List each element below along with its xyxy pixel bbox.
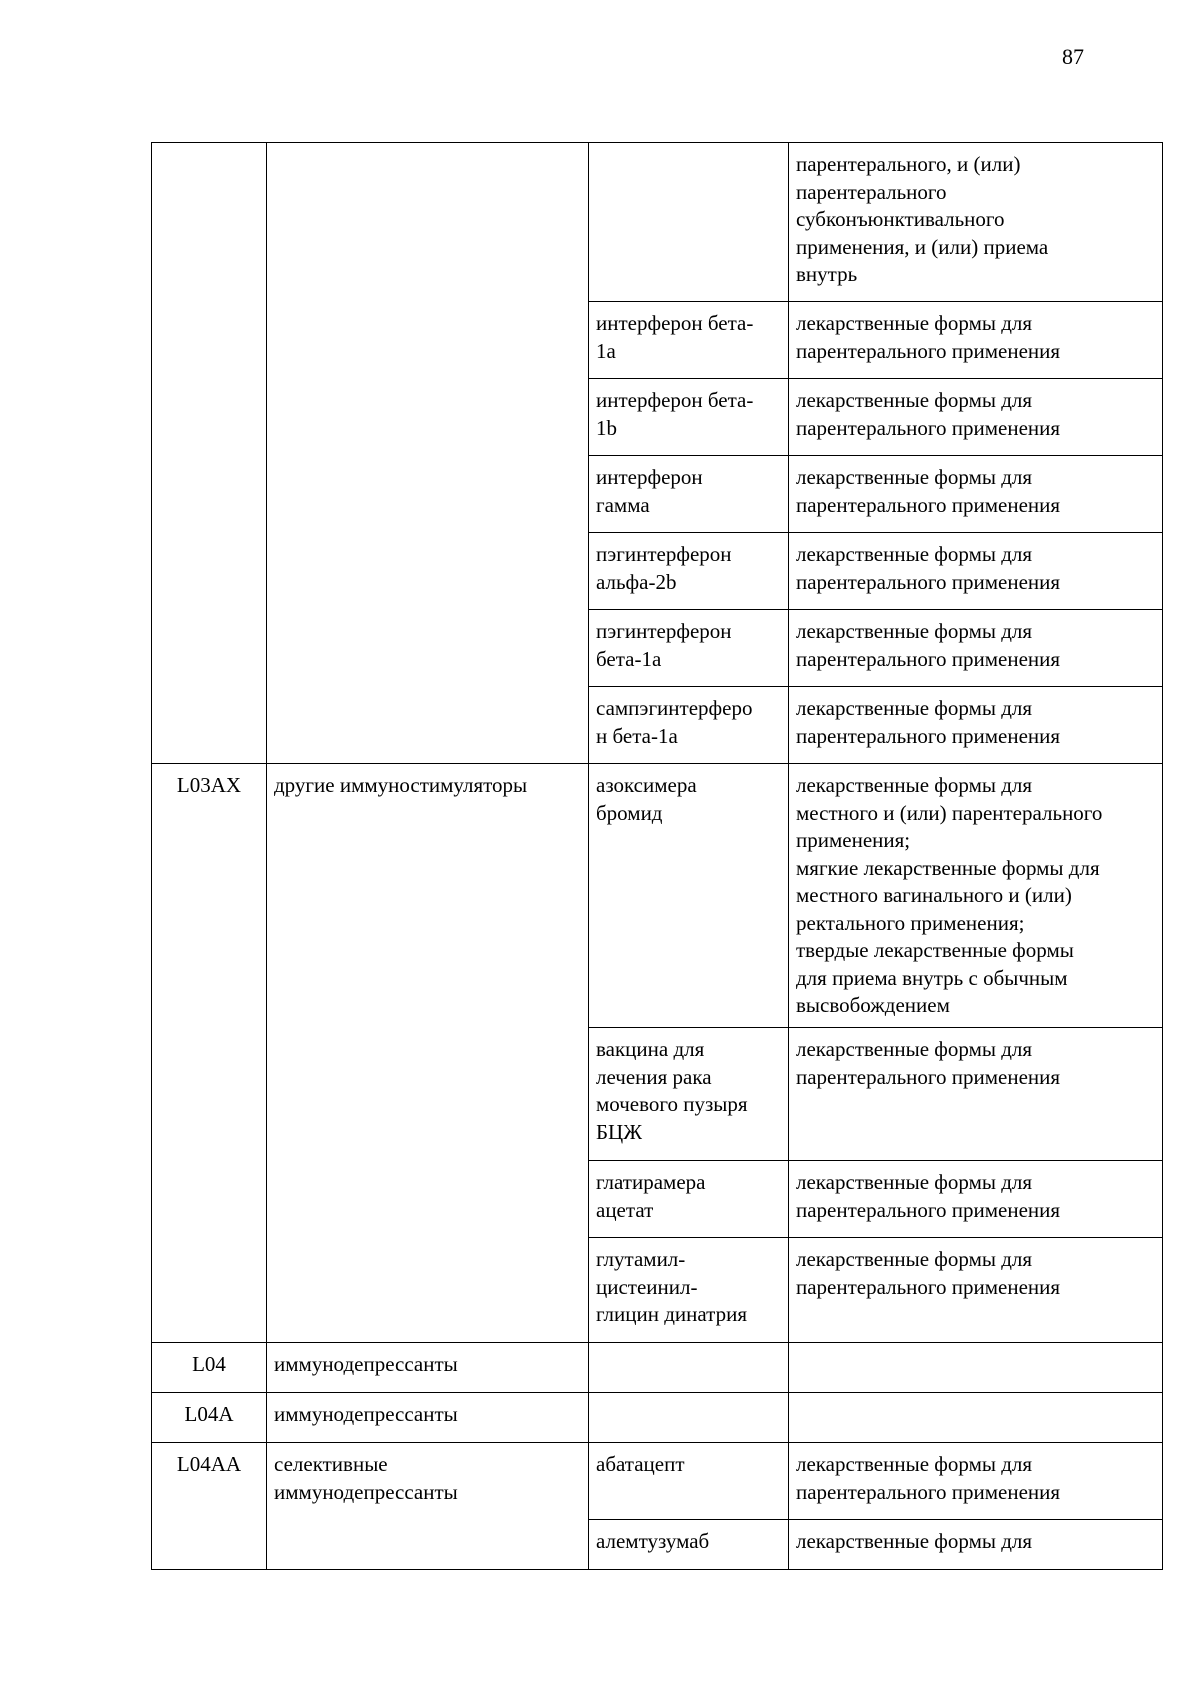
drug-name-line: глутамил- xyxy=(596,1247,686,1271)
drug-name-cell xyxy=(589,764,789,1028)
group-line: иммунодепрессанты xyxy=(274,1479,458,1504)
dosage-form-line: парентерального применения xyxy=(796,1197,1061,1222)
drug-table xyxy=(151,142,1163,1570)
dosage-form-line: высвобождением xyxy=(796,993,950,1017)
dosage-form-line: применения, и (или) приема xyxy=(796,234,1049,259)
dosage-form-line: лекарственные формы для xyxy=(796,311,1033,335)
drug-name-line: бромид xyxy=(596,800,663,825)
dosage-form-cell xyxy=(789,1343,1163,1393)
drug-name-cell xyxy=(589,143,789,302)
dosage-form-cell xyxy=(789,1520,1163,1570)
drug-name-line: пэгинтерферон xyxy=(596,542,732,566)
group-cell: иммунодепрессанты xyxy=(267,1393,589,1443)
drug-name-line: глатирамера xyxy=(596,1170,706,1194)
dosage-form-line: лекарственные формы для xyxy=(796,1037,1033,1061)
drug-name-line: гамма xyxy=(596,492,650,517)
dosage-form-line: для приема внутрь с обычным xyxy=(796,965,1068,990)
atc-code-cell: L03AX xyxy=(152,764,267,1343)
dosage-form-line: лекарственные формы для xyxy=(796,773,1033,797)
dosage-form-line: парентерального применения xyxy=(796,1479,1061,1504)
dosage-form-line: внутрь xyxy=(796,262,858,286)
dosage-form-line: парентерального применения xyxy=(796,1064,1061,1089)
drug-name-cell xyxy=(589,1343,789,1393)
dosage-form-cell xyxy=(789,687,1163,764)
dosage-form-line: парентерального xyxy=(796,179,947,204)
dosage-form-line: лекарственные формы для xyxy=(796,696,1033,720)
dosage-form-line: субконъюнктивального xyxy=(796,207,1005,231)
dosage-form-cell xyxy=(789,1393,1163,1443)
dosage-form-line: парентерального применения xyxy=(796,492,1061,517)
page-number: 87 xyxy=(1062,44,1084,69)
dosage-form-line: парентерального применения xyxy=(796,1274,1061,1299)
drug-name-line: БЦЖ xyxy=(596,1119,643,1144)
dosage-form-line: парентерального применения xyxy=(796,723,1061,748)
group-cell xyxy=(267,143,589,764)
dosage-form-line: применения; xyxy=(796,828,911,852)
drug-name-line: интерферон бета- xyxy=(596,388,754,412)
drug-name-cell xyxy=(589,687,789,764)
group-line: селективные xyxy=(274,1452,388,1476)
dosage-form-line: местного и (или) парентерального xyxy=(796,800,1103,825)
dosage-form-cell xyxy=(789,1238,1163,1343)
atc-code-cell: L04 xyxy=(152,1343,267,1393)
drug-name-line: пэгинтерферон xyxy=(596,619,732,643)
dosage-form-line: лекарственные формы для xyxy=(796,1529,1033,1553)
dosage-form-line: лекарственные формы для xyxy=(796,1452,1033,1476)
dosage-form-line: парентерального применения xyxy=(796,338,1061,363)
table-row xyxy=(152,1343,1163,1393)
dosage-form-line: мягкие лекарственные формы для xyxy=(796,855,1100,880)
drug-name-cell xyxy=(589,1393,789,1443)
drug-name-line: сампэгинтерферо xyxy=(596,696,753,720)
table-row xyxy=(152,1443,1163,1520)
dosage-form-line: лекарственные формы для xyxy=(796,1247,1033,1271)
dosage-form-cell xyxy=(789,379,1163,456)
dosage-form-line: парентерального применения xyxy=(796,415,1061,440)
drug-name-cell xyxy=(589,1028,789,1161)
group-cell: иммунодепрессанты xyxy=(267,1343,589,1393)
drug-name-line: абатацепт xyxy=(596,1452,685,1476)
dosage-form-cell xyxy=(789,1161,1163,1238)
table-row xyxy=(152,764,1163,1028)
drug-name-line: альфа-2b xyxy=(596,569,677,594)
drug-name-cell xyxy=(589,533,789,610)
drug-name-line: вакцина для xyxy=(596,1037,705,1061)
table-row xyxy=(152,143,1163,302)
drug-name-line: интерферон xyxy=(596,465,703,489)
dosage-form-line: твердые лекарственные формы xyxy=(796,938,1074,962)
drug-name-line: алемтузумаб xyxy=(596,1529,710,1553)
drug-name-line: глицин динатрия xyxy=(596,1302,747,1326)
drug-name-line: н бета-1a xyxy=(596,723,678,748)
dosage-form-cell xyxy=(789,143,1163,302)
drug-name-cell xyxy=(589,456,789,533)
dosage-form-line: лекарственные формы для xyxy=(796,542,1033,566)
drug-name-cell xyxy=(589,1443,789,1520)
drug-name-cell xyxy=(589,302,789,379)
dosage-form-line: лекарственные формы для xyxy=(796,619,1033,643)
table-row xyxy=(152,1393,1163,1443)
dosage-form-cell xyxy=(789,1028,1163,1161)
drug-name-cell xyxy=(589,1161,789,1238)
group-cell: другие иммуностимуляторы xyxy=(267,764,589,1343)
drug-name-line: 1b xyxy=(596,415,617,440)
drug-name-line: интерферон бета- xyxy=(596,311,754,335)
dosage-form-cell xyxy=(789,610,1163,687)
dosage-form-line: лекарственные формы для xyxy=(796,1170,1033,1194)
dosage-form-line: лекарственные формы для xyxy=(796,388,1033,412)
dosage-form-line: парентерального применения xyxy=(796,569,1061,594)
atc-code-cell xyxy=(152,143,267,764)
dosage-form-line: местного вагинального и (или) xyxy=(796,883,1072,907)
atc-code-cell: L04A xyxy=(152,1393,267,1443)
dosage-form-cell xyxy=(789,764,1163,1028)
drug-name-line: азоксимера xyxy=(596,773,697,797)
drug-name-cell xyxy=(589,1238,789,1343)
dosage-form-line: парентерального применения xyxy=(796,646,1061,671)
drug-name-cell xyxy=(589,610,789,687)
drug-name-cell xyxy=(589,379,789,456)
group-cell xyxy=(267,1443,589,1570)
dosage-form-line: ректального применения; xyxy=(796,910,1025,935)
dosage-form-line: парентерального, и (или) xyxy=(796,152,1021,176)
dosage-form-cell xyxy=(789,302,1163,379)
drug-name-line: лечения рака xyxy=(596,1064,712,1089)
dosage-form-cell xyxy=(789,533,1163,610)
drug-name-line: цистеинил- xyxy=(596,1274,698,1299)
drug-name-line: бета-1a xyxy=(596,646,662,671)
dosage-form-cell xyxy=(789,1443,1163,1520)
atc-code-cell: L04AA xyxy=(152,1443,267,1570)
drug-name-cell xyxy=(589,1520,789,1570)
dosage-form-line: лекарственные формы для xyxy=(796,465,1033,489)
drug-name-line: мочевого пузыря xyxy=(596,1092,748,1116)
dosage-form-cell xyxy=(789,456,1163,533)
drug-name-line: ацетат xyxy=(596,1197,654,1222)
drug-name-line: 1a xyxy=(596,338,616,363)
